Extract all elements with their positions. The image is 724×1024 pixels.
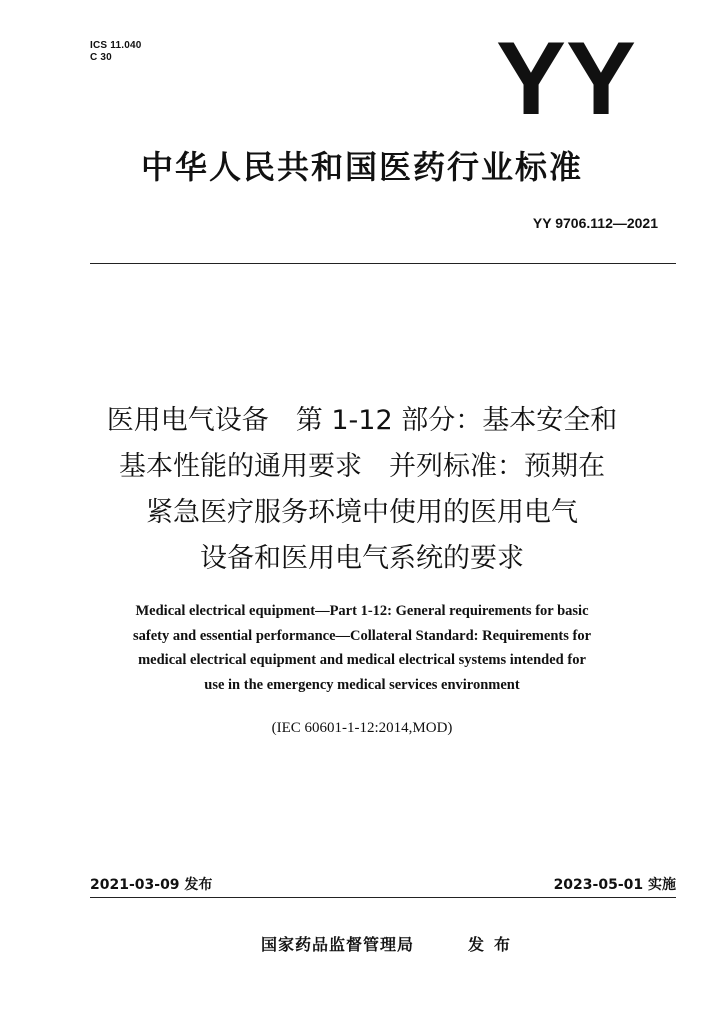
svg-text:YY: YY (496, 30, 636, 126)
organization-title: 中华人民共和国医药行业标准 (140, 148, 583, 186)
header-divider (90, 263, 676, 264)
title-en-line: use in the emergency medical services environment (204, 676, 520, 693)
equivalence-note: (IEC 60601-1-12:2014,MOD) (271, 720, 453, 736)
title-zh-line: 基本性能的通用要求 并列标准：预期在 (119, 451, 605, 482)
ics-classification (90, 40, 141, 64)
issue-label: 发布 (468, 935, 521, 954)
title-english (0, 599, 724, 697)
title-zh-line: 紧急医疗服务环境中使用的医用电气 (146, 497, 578, 528)
issuing-authority: 国家药品监督管理局 (261, 935, 415, 954)
title-zh-line: 设备和医用电气系统的要求 (200, 543, 524, 574)
ics-code: ICS 11.040 (90, 40, 142, 51)
effective-date: 2023-05-01 实施 (553, 877, 676, 893)
title-en-line: Medical electrical equipment—Part 1-12: General requirements for basic (135, 603, 589, 619)
yy-logo (496, 30, 636, 126)
title-chinese (0, 398, 724, 582)
standard-number: YY 9706.112—2021 (532, 215, 658, 231)
title-zh-line: 医用电气设备 第 1-12 部分：基本安全和 (106, 405, 618, 436)
issue-date: 2021-03-09 发布 (90, 877, 213, 893)
title-en-line: safety and essential performance—Collateral Standard: Requirements for (132, 627, 592, 644)
ccs-code: C 30 (90, 52, 112, 63)
footer-divider (90, 897, 676, 898)
title-en-line: medical electrical equipment and medical electrical systems intended for (138, 652, 586, 668)
